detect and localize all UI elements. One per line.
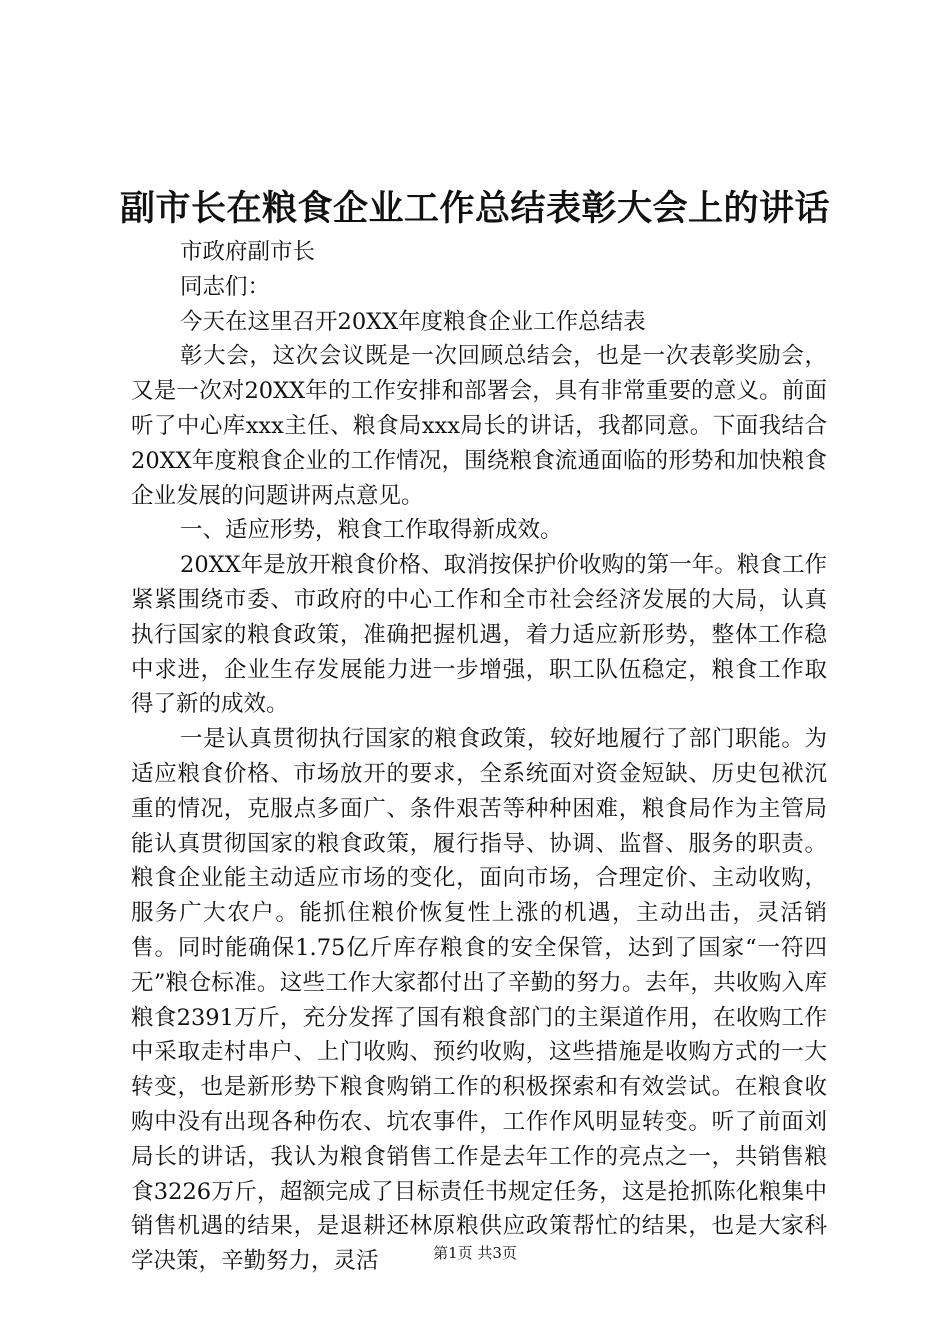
paragraph-4: 一是认真贯彻执行国家的粮食政策，较好地履行了部门职能。为适应粮食价格、市场放开的要求，全系统面对资金短缺、历史包袱沉重的情况，克服点多面广、条件艰苦等种种困难，粮食局作为主管局能认真贯彻国家的粮食政策，履行指导、协调、监督、服务的职责。粮食企业能主动适应市场的变化，面向市场，合理定价、主动收购，服务广大农户。能抓住粮价恢复性上涨的机遇，主动出击，灵活销售。同时能确保1.75亿斤库存粮食的安全保管，达到了国家“一符四无”粮仓标准。这些工作大家都付出了辛勤的努力。去年，共收购入库粮食2391万斤，充分发挥了国有粮食部门的主渠道作用，在收购工作中采取走村串户、上门收购、预约收购，这些措施是收购方式的一大转变，也是新形势下粮食购销工作的积极探索和有效尝试。在粮食收购中没有出现各种伤农、坑农事件，工作作风明显转变。听了前面刘局长的讲话，我认为粮食销售工作是去年工作的亮点之一，共销售粮食3226万斤，超额完成了目标责任书规定任务，这是抢抓陈化粮集中销售机遇的结果，是退耕还林原粮供应政策帮忙的结果，也是大家科学决策，辛勤努力，灵活 <box>131 726 827 1275</box>
speaker-line: 市政府副市长 <box>180 239 316 265</box>
paragraph-1: 今天在这里召开20XX年度粮食企业工作总结表 <box>180 308 646 335</box>
salutation: 同志们： <box>180 273 271 300</box>
document-title: 副市长在粮食企业工作总结表彰大会上的讲话 <box>119 188 830 229</box>
paragraph-2: 彰大会，这次会议既是一次回顾总结会，也是一次表彰奖励会，又是一次对20XX年的工作安排和部署会，具有非常重要的意义。前面听了中心库xxx主任、粮食局xxx局长的讲话，我都同意。下面我结合20XX年度粮食企业的工作情况，围绕粮食流通面临的形势和加快粮食企业发展的问题讲两点意见。 <box>131 343 827 509</box>
document-body <box>131 235 827 1279</box>
paragraph-3: 20XX年是放开粮食价格、取消按保护价收购的第一年。粮食工作紧紧围绕市委、市政府的中心工作和全市社会经济发展的大局，认真执行国家的粮食政策，准确把握机遇，着力适应新形势，整体工作稳中求进，企业生存发展能力进一步增强，职工队伍稳定，粮食工作取得了新的成效。 <box>131 552 827 718</box>
section-heading-1: 一、适应形势，粮食工作取得新成效。 <box>180 517 563 544</box>
page-footer: 第1页 共3页 <box>433 1244 517 1262</box>
